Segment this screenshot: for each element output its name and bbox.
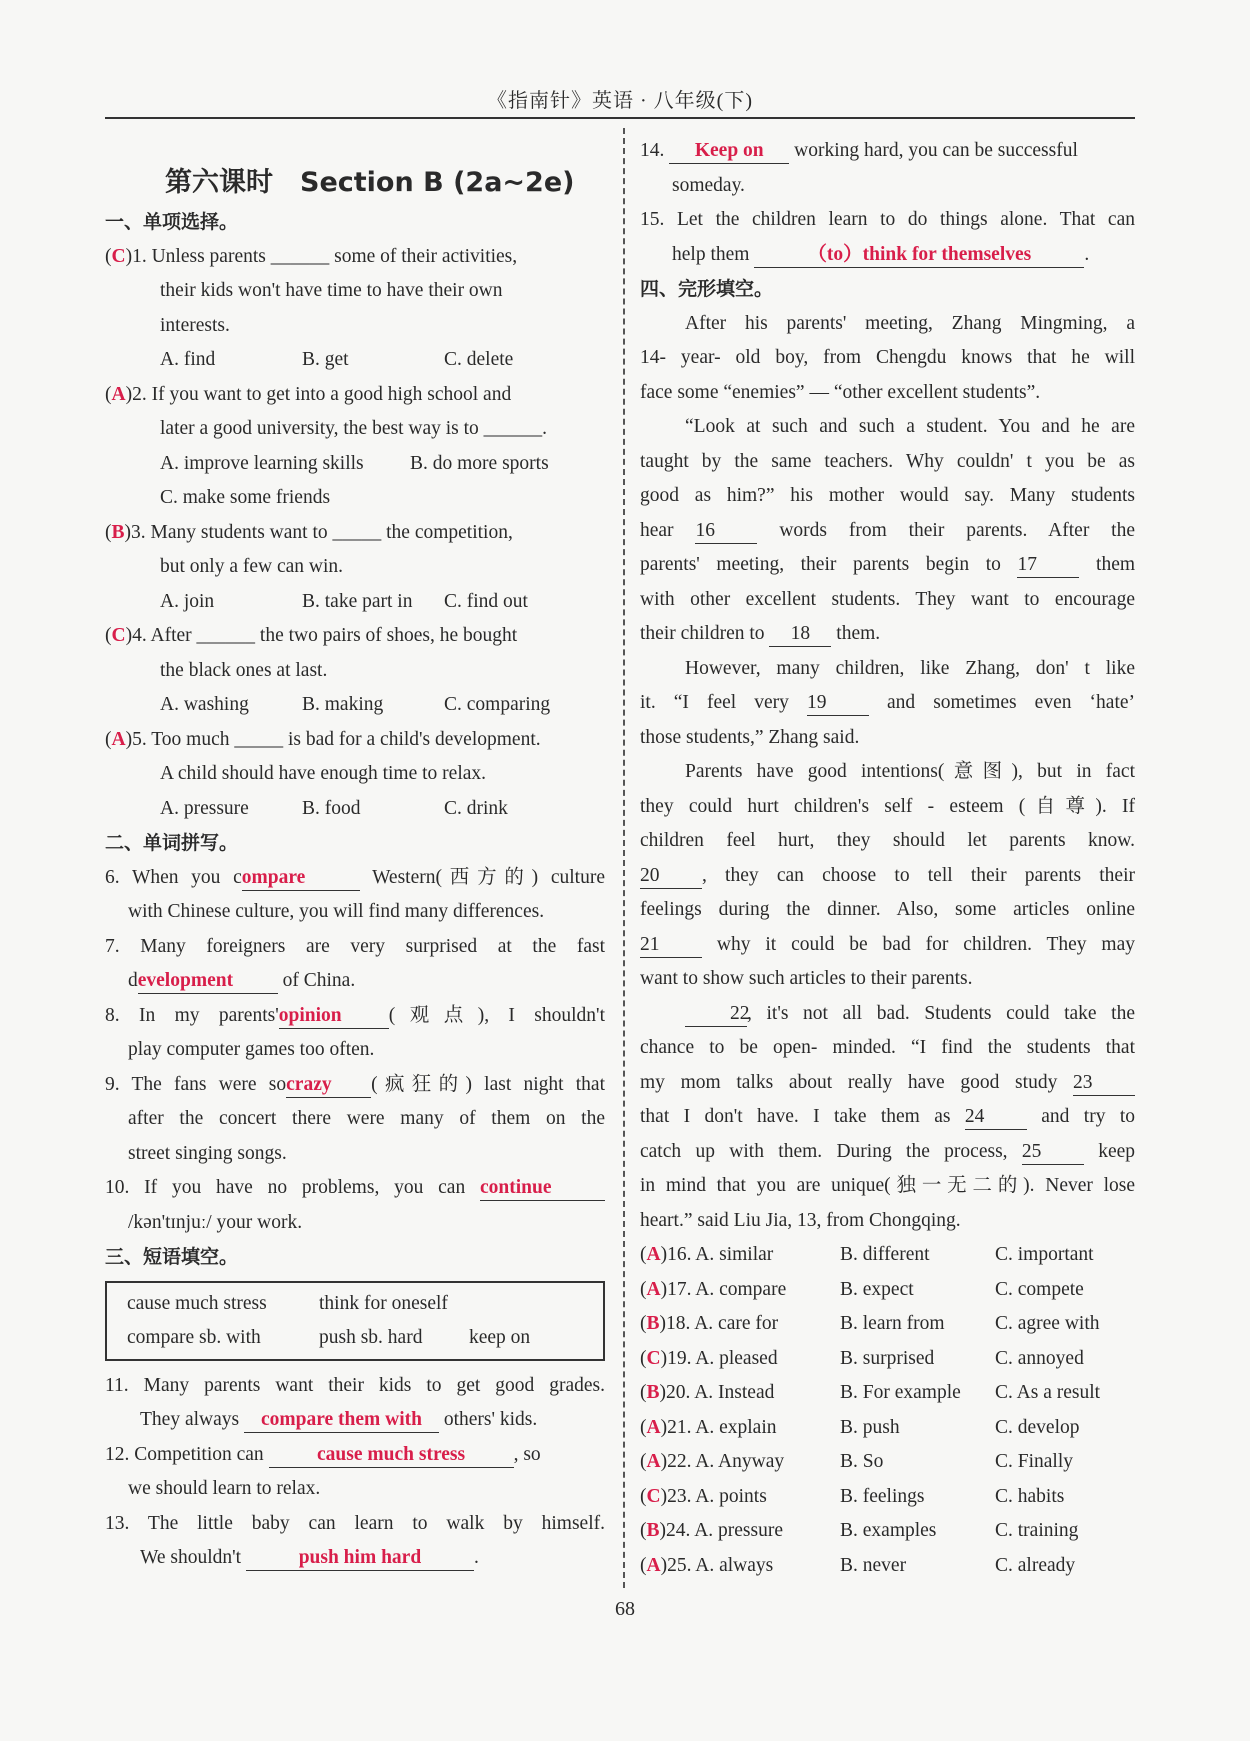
mc-question-1: (C)1. Unless parents ______ some of their activities, their kids won't have time to have their own interests. A. find B. get C. delete xyxy=(105,240,605,378)
cloze-answer: A xyxy=(646,1244,661,1265)
cloze-answer: C xyxy=(646,1485,661,1507)
question-14: 14. Keep on working hard, you can be successful xyxy=(640,134,1135,169)
cloze-answer: B xyxy=(646,1382,660,1403)
mc-answer: C xyxy=(111,625,126,646)
multiple-choice-list xyxy=(105,240,605,827)
section-heading-1: 一、单项选择。 xyxy=(105,211,239,233)
cloze-blank-16: 16 xyxy=(695,519,757,544)
header-rule xyxy=(105,117,1135,119)
mc-options: A. pressure B. food C. drink xyxy=(160,797,508,819)
running-head: 《指南针》英语 · 八年级(下) xyxy=(487,90,753,112)
cloze-options-list xyxy=(640,1238,1135,1583)
answer-9: crazy xyxy=(286,1073,332,1095)
question-7: 7. Many foreigners are very surprised at the fast xyxy=(105,935,605,957)
page-number: 68 xyxy=(615,1598,635,1620)
answer-13: push him hard xyxy=(298,1547,422,1568)
question-6: 6. When you compare Western(西方的) culture xyxy=(105,861,605,896)
cloze-blank-23: 23 xyxy=(1073,1071,1135,1096)
answer-8: opinion xyxy=(278,1004,342,1026)
cloze-option-row: (B)20. A. Instead B. For example C. As a result xyxy=(640,1382,1101,1403)
phrase-box: cause much stress think for oneself compare sb. with push sb. hard keep on xyxy=(105,1281,605,1361)
cloze-option-row: (C)19. A. pleased B. surprised C. annoyed xyxy=(640,1347,1084,1369)
cloze-blank-22: 22 xyxy=(685,1002,747,1027)
mc-options: A. find B. get C. delete xyxy=(160,349,514,370)
cloze-answer: A xyxy=(646,1451,661,1472)
question-12: 12. Competition can cause much stress , so xyxy=(105,1438,605,1473)
section-heading-2: 二、单词拼写。 xyxy=(105,832,239,854)
cloze-option-row: (A)22. A. Anyway B. So C. Finally xyxy=(640,1451,1074,1472)
cloze-blank-25: 25 xyxy=(1022,1140,1084,1165)
question-9: 9. The fans were socrazy (疯狂的) last night that xyxy=(105,1068,605,1103)
cloze-blank-20: 20 xyxy=(640,864,702,889)
cloze-option-row: (C)23. A. points B. feelings C. habits xyxy=(640,1485,1065,1507)
cloze-option-row: (B)18. A. care for B. learn from C. agree with xyxy=(640,1313,1100,1334)
mc-answer: A xyxy=(111,728,126,750)
question-8: 8. In my parents'opinion (观点), I shouldn't xyxy=(105,999,605,1034)
mc-options: A. improve learning skills B. do more sports xyxy=(160,452,549,474)
section-heading-3: 三、短语填空。 xyxy=(105,1246,239,1268)
cloze-option-row: (B)24. A. pressure B. examples C. training xyxy=(640,1520,1079,1541)
mc-question-4: (C)4. After ______ the two pairs of shoes, he bought the black ones at last. A. washing B. making C. comparing xyxy=(105,619,605,723)
cloze-answer: A xyxy=(646,1554,661,1576)
cloze-answer: A xyxy=(646,1416,661,1438)
cloze-blank-18: 18 xyxy=(769,622,831,647)
left-column: 一、单项选择。 (C)1. Unless parents ______ some of their activities, their kids won't have time to have their own interests. A. find B. get C. delete (A)2. If you want to get into a good high school and later a good university, the best way is to ______. A. improve learning skills B. do more sports C. make some friends (B)3. Many students want to _____ the competition, but only a few can win. A. join B. take part in C. find out (C)4. After ______ the two pairs of shoes, he bought the black ones at last. A. washing B. making C. comparing (A)5. Too much _____ is bad for a child's development. A child should have enough time to relax. A. pressure B. food C. drink 二、单词拼写。 6. When you compare Western(西方的) culture with Chinese culture, you will find many differences. 7. Many foreigners are very surprised at the fast development of China. 8. In my parents'opinion (观点), I shouldn't play computer games too often. 9. The fans were socrazy (疯狂的) last night that after the concert there were many of them on the street singing songs. 10. If you have no problems, you can continue /kən'tɪnjuː/ your work. 三、短语填空。 cause much stress think for oneself compare sb. with push sb. hard keep on 11. Many parents want their kids to get good grades. They always compare them with others' kids. 12. Competition can cause much stress , so we should learn to relax. 13. The little baby can learn to walk by himself. We shouldn't push him hard . xyxy=(105,205,605,1576)
question-13: 13. The little baby can learn to walk by himself. xyxy=(105,1512,605,1534)
answer-11: compare them with xyxy=(260,1409,422,1430)
section-heading-4: 四、完形填空。 xyxy=(640,278,774,300)
mc-question-3: (B)3. Many students want to _____ the competition, but only a few can win. A. join B. take part in C. find out xyxy=(105,516,605,620)
question-11: 11. Many parents want their kids to get good grades. xyxy=(105,1374,605,1396)
cloze-option-row: (A)21. A. explain B. push C. develop xyxy=(640,1416,1080,1438)
mc-question-2: (A)2. If you want to get into a good high school and later a good university, the best way is to ______. A. improve learning skills B. do more sports C. make some friends xyxy=(105,378,605,516)
right-column: 14. Keep on working hard, you can be successful someday. 15. Let the children learn to do things alone. That can help them （to）think for themselves . 四、完形填空。 After his parents' meeting, Zhang Mingming, a 14- year- old boy, from Chengdu knows that he will face some “enemies” — “other excellent students”. “Look at such and such a student. You and he are taught by the same teachers. Why couldn' t you be as good as him?” his mother would say. Many students hear 16 words from their parents. After the parents' meeting, their parents begin to 17 them with other excellent students. They want to encourage their children to 18 them. However, many children, like Zhang, don' t like it. “I feel very 19 and sometimes even ‘hate’ those students,” Zhang said. Parents have good intentions(意图), but in fact they could hurt children's self - esteem (自尊). If children feel hurt, they should let parents know. 20 , they can choose to tell their parents their feelings during the dinner. Also, some articles online 21 why it could be bad for children. They may want to show such articles to their parents. 22, it's not all bad. Students could take the chance to be open- minded. “I find the students that my mom talks about really have good study 23 that I don't have. I take them as 24 and try to catch up with them. During the process, 25 keep in mind that you are unique(独一无二的). Never lose heart.” said Liu Jia, 13, from Chongqing. (A)16. A. similar B. different C. important (A)17. A. compare B. expect C. compete (B)18. A. care for B. learn from C. agree with (C)19. A. pleased B. surprised C. annoyed (B)20. A. Instead B. For example C. As a result (A)21. A. explain B. push C. develop (A)22. A. Anyway B. So C. Finally (C)23. A. points B. feelings C. habits (B)24. A. pressure B. examples C. training (A)25. A. always B. never C. already xyxy=(640,134,1135,1583)
question-10: 10. If you have no problems, you can continue xyxy=(105,1171,605,1206)
question-15: 15. Let the children learn to do things alone. That can xyxy=(640,209,1135,230)
cloze-blank-17: 17 xyxy=(1017,553,1079,578)
answer-15: （to）think for themselves xyxy=(807,243,1032,265)
column-divider xyxy=(623,128,625,1588)
cloze-blank-21: 21 xyxy=(640,933,702,958)
cloze-answer: C xyxy=(646,1347,661,1369)
mc-question-5: (A)5. Too much _____ is bad for a child's development. A child should have enough time to relax. A. pressure B. food C. drink xyxy=(105,723,605,827)
mc-options: A. join B. take part in C. find out xyxy=(160,590,528,612)
cloze-option-row: (A)17. A. compare B. expect C. compete xyxy=(640,1278,1084,1300)
cloze-option-row: (A)16. A. similar B. different C. important xyxy=(640,1244,1094,1265)
answer-7: evelopment xyxy=(137,970,234,991)
mc-answer: C xyxy=(111,245,126,267)
mc-answer: A xyxy=(111,383,126,405)
answer-6: ompare xyxy=(241,866,306,888)
mc-answer: B xyxy=(111,521,125,543)
cloze-blank-19: 19 xyxy=(807,691,869,716)
cloze-answer: A xyxy=(646,1278,661,1300)
cloze-blank-24: 24 xyxy=(965,1105,1027,1130)
cloze-option-row: (A)25. A. always B. never C. already xyxy=(640,1554,1076,1576)
answer-12: cause much stress xyxy=(317,1443,466,1465)
cloze-answer: B xyxy=(646,1313,660,1334)
cloze-answer: B xyxy=(646,1520,660,1541)
cloze-passage: After his parents' meeting, Zhang Mingming, a 14- year- old boy, from Chengdu knows that he will face some “enemies” — “other excellent students”. “Look at such and such a student. You and he are taught by the same teachers. Why couldn' t you be as good as him?” his mother would say. Many students hear 16 words from their parents. After the parents' meeting, their parents begin to 17 them with other excellent students. They want to encourage their children to 18 them. However, many children, like Zhang, don' t like it. “I feel very 19 and sometimes even ‘hate’ those students,” Zhang said. Parents have good intentions(意图), but in fact they could hurt children's self - esteem (自尊). If children feel hurt, they should let parents know. 20 , they can choose to tell their parents their feelings during the dinner. Also, some articles online 21 why it could be bad for children. They may want to show such articles to their parents. 22, it's not all bad. Students could take the chance to be open- minded. “I find the students that my mom talks about really have good study 23 that I don't have. I take them as 24 and try to catch up with them. During the process, 25 keep in mind that you are unique(独一无二的). Never lose heart.” said Liu Jia, 13, from Chongqing. xyxy=(640,312,1136,1231)
lesson-title: 第六课时 Section B (2a~2e) xyxy=(165,167,575,198)
mc-options: A. washing B. making C. comparing xyxy=(160,694,551,715)
answer-10: continue xyxy=(480,1177,552,1198)
answer-14: Keep on xyxy=(694,140,764,161)
